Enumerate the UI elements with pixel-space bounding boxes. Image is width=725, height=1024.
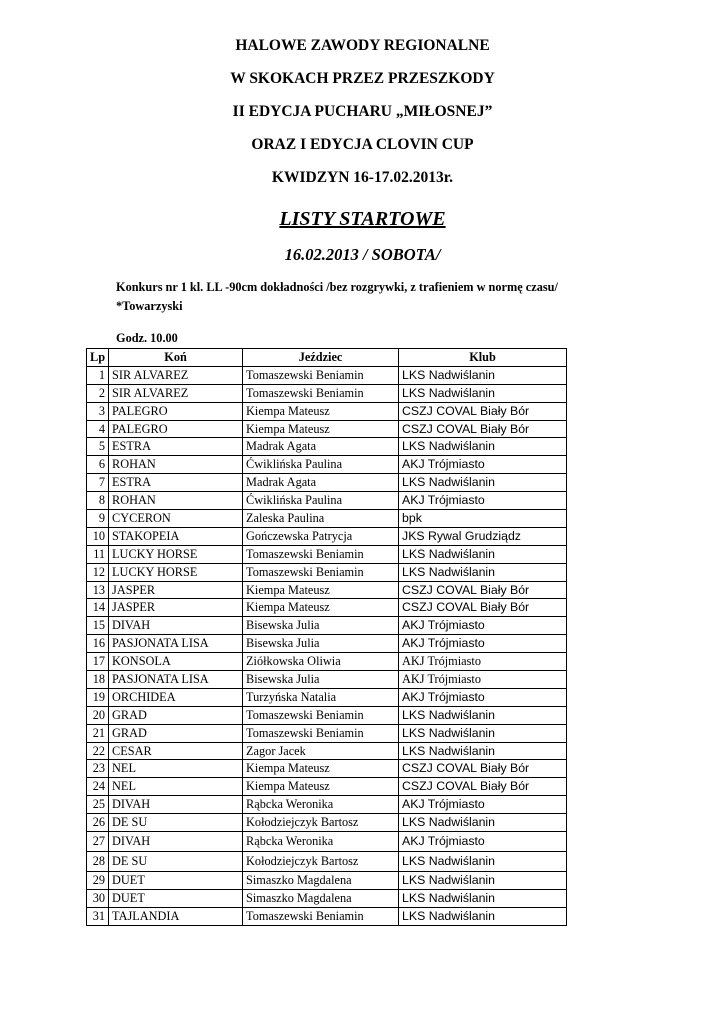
table-row [87,617,567,635]
horse-name: DIVAH [109,617,243,635]
table-row [87,760,567,778]
table-row [87,510,567,528]
club-name: CSZJ COVAL Biały Bór [399,420,567,438]
rider-name: Kołodziejczyk Bartosz [243,852,399,872]
rider-name: Kiempa Mateusz [243,402,399,420]
horse-name: ROHAN [109,492,243,510]
horse-name: NEL [109,760,243,778]
rider-name: Ćwiklińska Paulina [243,456,399,474]
horse-name: ESTRA [109,438,243,456]
row-number: 22 [87,742,109,760]
rider-name: Simaszko Magdalena [243,872,399,890]
club-name: LKS Nadwiślanin [399,907,567,925]
header-line-5: KWIDZYN 16-17.02.2013r. [271,169,454,186]
table-row [87,778,567,796]
row-number: 5 [87,438,109,456]
club-name: JKS Rywal Grudziądz [399,527,567,545]
horse-name: CYCERON [109,510,243,528]
horse-name: ORCHIDEA [109,688,243,706]
rider-name: Ziółkowska Oliwia [243,653,399,671]
row-number: 16 [87,635,109,653]
rider-name: Kiempa Mateusz [243,778,399,796]
horse-name: SIR ALVAREZ [109,366,243,384]
table-row [87,907,567,925]
club-name: LKS Nadwiślanin [399,706,567,724]
row-number: 8 [87,492,109,510]
rider-name: Tomaszewski Beniamin [243,545,399,563]
row-number: 9 [87,510,109,528]
club-name: CSZJ COVAL Biały Bór [399,760,567,778]
horse-name: PASJONATA LISA [109,635,243,653]
row-number: 20 [87,706,109,724]
row-number: 2 [87,384,109,402]
horse-name: DUET [109,889,243,907]
club-name: CSZJ COVAL Biały Bór [399,778,567,796]
horse-name: DE SU [109,814,243,832]
row-number: 7 [87,474,109,492]
rider-name: Madrak Agata [243,474,399,492]
rider-name: Tomaszewski Beniamin [243,706,399,724]
club-name: bpk [399,510,567,528]
row-number: 19 [87,688,109,706]
table-header-row [87,349,567,367]
table-row [87,420,567,438]
table-row [87,438,567,456]
horse-name: NEL [109,778,243,796]
rider-name: Gończewska Patrycja [243,527,399,545]
row-number: 31 [87,907,109,925]
table-row [87,688,567,706]
table-row [87,814,567,832]
horse-name: KONSOLA [109,653,243,671]
table-row [87,742,567,760]
table-row [87,474,567,492]
club-name: LKS Nadwiślanin [399,814,567,832]
table-row [87,492,567,510]
row-number: 6 [87,456,109,474]
rider-name: Kiempa Mateusz [243,420,399,438]
table-row [87,872,567,890]
club-name: LKS Nadwiślanin [399,742,567,760]
club-name: LKS Nadwiślanin [399,438,567,456]
horse-name: DIVAH [109,796,243,814]
club-name: AKJ Trójmiasto [399,456,567,474]
table-row [87,456,567,474]
club-name: CSZJ COVAL Biały Bór [399,599,567,617]
table-row [87,671,567,689]
row-number: 30 [87,889,109,907]
table-row [87,653,567,671]
row-number: 10 [87,527,109,545]
table-body [87,366,567,925]
club-name: LKS Nadwiślanin [399,384,567,402]
club-name: AKJ Trójmiasto [399,832,567,852]
club-name: AKJ Trójmiasto [399,671,567,689]
club-name: CSZJ COVAL Biały Bór [399,402,567,420]
horse-name: LUCKY HORSE [109,545,243,563]
row-number: 13 [87,581,109,599]
horse-name: PASJONATA LISA [109,671,243,689]
row-number: 14 [87,599,109,617]
horse-name: CESAR [109,742,243,760]
column-header-lp: Lp [87,349,109,367]
rider-name: Ćwiklińska Paulina [243,492,399,510]
column-header-club: Klub [399,349,567,367]
header-line-3: II EDYCJA PUCHARU „MIŁOSNEJ” [232,103,493,120]
row-number: 11 [87,545,109,563]
horse-name: SIR ALVAREZ [109,384,243,402]
rider-name: Bisewska Julia [243,617,399,635]
horse-name: GRAD [109,724,243,742]
date-title: 16.02.2013 / SOBOTA/ [284,245,441,264]
row-number: 3 [87,402,109,420]
horse-name: GRAD [109,706,243,724]
club-name: AKJ Trójmiasto [399,653,567,671]
table-row [87,545,567,563]
club-name: AKJ Trójmiasto [399,617,567,635]
club-name: AKJ Trójmiasto [399,796,567,814]
table-row [87,581,567,599]
start-lists-title: LISTY STARTOWE [279,208,446,230]
header-line-1: HALOWE ZAWODY REGIONALNE [235,37,490,54]
table-row [87,832,567,852]
rider-name: Tomaszewski Beniamin [243,384,399,402]
rider-name: Kołodziejczyk Bartosz [243,814,399,832]
horse-name: PALEGRO [109,420,243,438]
club-name: LKS Nadwiślanin [399,724,567,742]
row-number: 26 [87,814,109,832]
club-name: LKS Nadwiślanin [399,852,567,872]
table-row [87,635,567,653]
row-number: 15 [87,617,109,635]
row-number: 24 [87,778,109,796]
row-number: 29 [87,872,109,890]
club-name: AKJ Trójmiasto [399,492,567,510]
row-number: 12 [87,563,109,581]
header-line-2: W SKOKACH PRZEZ PRZESZKODY [230,70,495,87]
start-list-table [86,348,567,926]
rider-name: Madrak Agata [243,438,399,456]
club-name: LKS Nadwiślanin [399,872,567,890]
rider-name: Rąbcka Weronika [243,796,399,814]
row-number: 28 [87,852,109,872]
row-number: 25 [87,796,109,814]
rider-name: Tomaszewski Beniamin [243,563,399,581]
table-row [87,889,567,907]
document-header [0,35,725,200]
horse-name: DUET [109,872,243,890]
horse-name: DIVAH [109,832,243,852]
rider-name: Rąbcka Weronika [243,832,399,852]
table-row [87,796,567,814]
rider-name: Turzyńska Natalia [243,688,399,706]
column-header-horse: Koń [109,349,243,367]
row-number: 4 [87,420,109,438]
rider-name: Kiempa Mateusz [243,581,399,599]
rider-name: Tomaszewski Beniamin [243,366,399,384]
row-number: 1 [87,366,109,384]
horse-name: LUCKY HORSE [109,563,243,581]
rider-name: Tomaszewski Beniamin [243,907,399,925]
row-number: 23 [87,760,109,778]
table-row [87,599,567,617]
horse-name: STAKOPEIA [109,527,243,545]
rider-name: Kiempa Mateusz [243,760,399,778]
row-number: 18 [87,671,109,689]
club-name: LKS Nadwiślanin [399,563,567,581]
table-row [87,563,567,581]
horse-name: JASPER [109,599,243,617]
table-row [87,402,567,420]
table-row [87,852,567,872]
club-name: AKJ Trójmiasto [399,688,567,706]
rider-name: Zagor Jacek [243,742,399,760]
horse-name: ESTRA [109,474,243,492]
table-row [87,527,567,545]
header-line-4: ORAZ I EDYCJA CLOVIN CUP [251,136,474,153]
rider-name: Bisewska Julia [243,635,399,653]
contest-time: Godz. 10.00 [116,331,178,345]
table-row [87,384,567,402]
club-name: CSZJ COVAL Biały Bór [399,581,567,599]
table-row [87,724,567,742]
rider-name: Kiempa Mateusz [243,599,399,617]
row-number: 21 [87,724,109,742]
club-name: AKJ Trójmiasto [399,635,567,653]
club-name: LKS Nadwiślanin [399,545,567,563]
rider-name: Zaleska Paulina [243,510,399,528]
rider-name: Simaszko Magdalena [243,889,399,907]
club-name: LKS Nadwiślanin [399,889,567,907]
table-row [87,366,567,384]
contest-description: Konkurs nr 1 kl. LL -90cm dokładności /bez rozgrywki, z trafieniem w normę czasu/ *Towarzyski [116,280,558,313]
rider-name: Tomaszewski Beniamin [243,724,399,742]
table-row [87,706,567,724]
row-number: 27 [87,832,109,852]
club-name: LKS Nadwiślanin [399,366,567,384]
rider-name: Bisewska Julia [243,671,399,689]
horse-name: PALEGRO [109,402,243,420]
horse-name: TAJLANDIA [109,907,243,925]
club-name: LKS Nadwiślanin [399,474,567,492]
horse-name: ROHAN [109,456,243,474]
horse-name: DE SU [109,852,243,872]
row-number: 17 [87,653,109,671]
horse-name: JASPER [109,581,243,599]
column-header-rider: Jeździec [243,349,399,367]
